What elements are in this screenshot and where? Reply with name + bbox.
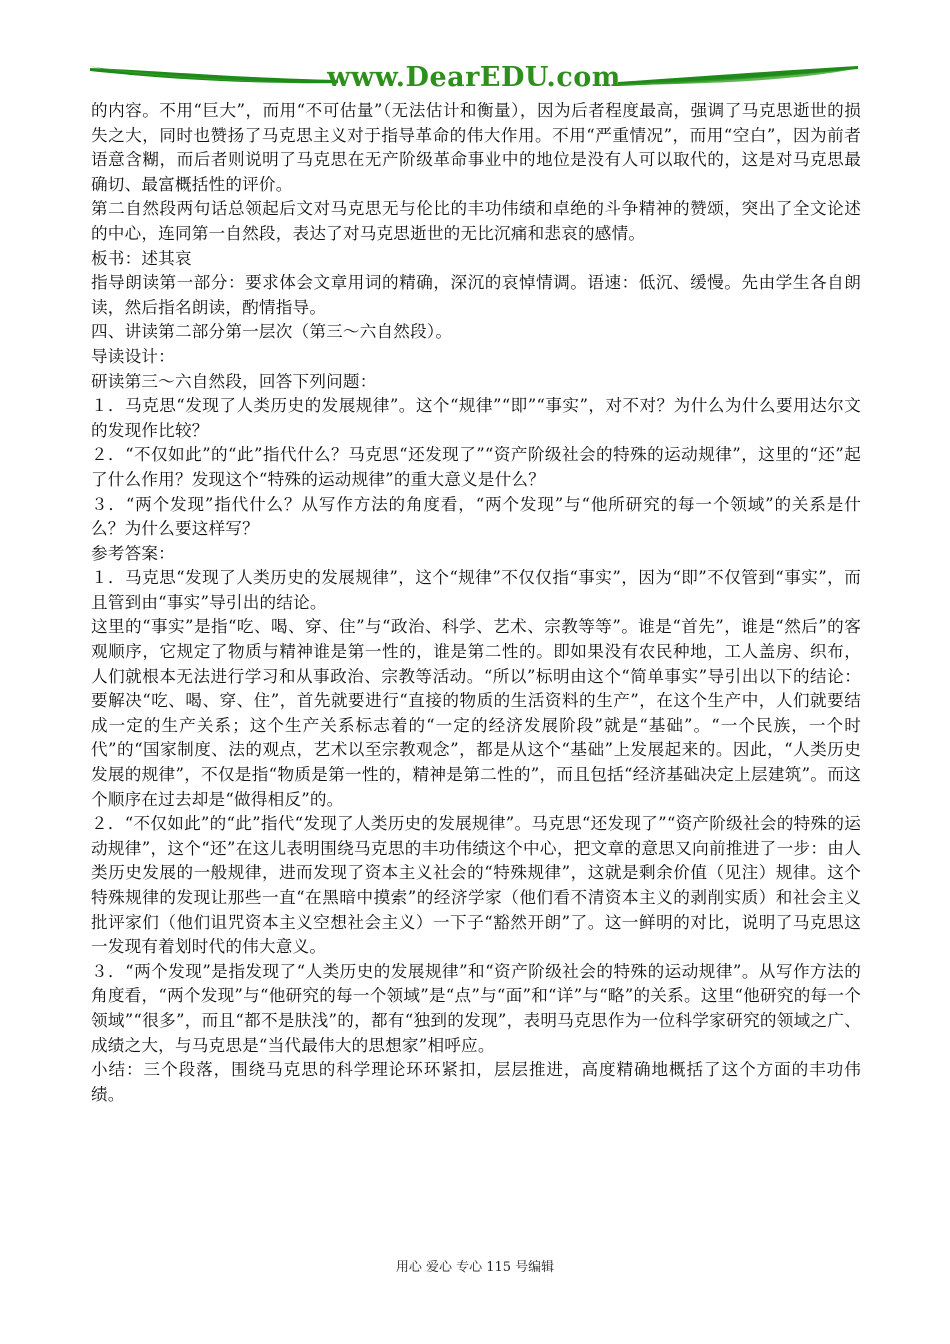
subheading: 导读设计： xyxy=(91,346,175,366)
question-item: ２．“不仅如此”的“此”指代什么？马克思“还发现了”“资产阶级社会的特殊的运动规律”，这里的“还”起了什么作用？发现这个“特殊的运动规律”的重大意义是什么？ xyxy=(91,445,861,489)
paragraph: 指导朗读第一部分：要求体会文章用词的精确，深沉的哀悼情调。语速：低沉、缓慢。先由学生各自朗读，然后指名朗读，酌情指导。 xyxy=(91,273,861,317)
answer-item: ３．“两个发现”是指发现了“人类历史的发展规律”和“资产阶级社会的特殊的运动规律”。从写作方法的角度看，“两个发现”与“他研究的每一个领域”是“点”与“面”和“详”与“略”的关系。这里“他研究的每一个领域”“很多”，而且“都不是肤浅”的，都有“独到的发现”，表明马克思作为一位科学家研究的领域之广、成绩之大，与马克思是“当代最伟大的思想家”相呼应。 xyxy=(91,961,861,1055)
section-heading: 四、讲读第二部分第一层次（第三～六自然段）。 xyxy=(91,322,453,342)
paragraph: 第二自然段两句话总领起后文对马克思无与伦比的丰功伟绩和卓绝的斗争精神的赞颂，突出了全文论述的中心，连同第一自然段，表达了对马克思逝世的无比沉痛和悲哀的感情。 xyxy=(91,199,861,243)
paragraph: 研读第三～六自然段，回答下列问题： xyxy=(91,371,377,391)
page-footer: 用心 爱心 专心 115 号编辑 xyxy=(395,1260,555,1275)
question-item: ３．“两个发现”指代什么？从写作方法的角度看，“两个发现”与“他所研究的每一个领域”的关系是什么？为什么要这样写？ xyxy=(91,494,861,539)
subheading: 参考答案： xyxy=(91,543,175,563)
site-logo-text: www.DearEDU.com xyxy=(327,62,621,93)
paragraph: 这里的“事实”是指“吃、喝、穿、住”与“政治、科学、艺术、宗教等等”。谁是“首先”，谁是“然后”的客观顺序，它规定了物质与精神谁是第一性的，谁是第二性的。即如果没有农民种地，工人盖房、织布，人们就根本无法进行学习和从事政治、宗教等活动。“所以”标明由这个“简单事实”导引出以下的结论：要解决“吃、喝、穿、住”，首先就要进行“直接的物质的生活资料的生产”，在这个生产中，人们就要结成一定的生产关系；这个生产关系标志着的“一定的经济发展阶段”就是“基础”。“一个民族，一个时代”的“国家制度、法的观点，艺术以至宗教观念”，都是从这个“基础”上发展起来的。因此，“人类历史发展的规律”，不仅是指“物质是第一性的，精神是第二性的”，而且包括“经济基础决定上层建筑”。而这个顺序在过去却是“做得相反”的。 xyxy=(91,617,861,809)
question-item: １．马克思“发现了人类历史的发展规律”。这个“规律”“即”“事实”，对不对？为什么为什么要用达尔文的发现作比较？ xyxy=(91,396,861,440)
answer-item: ２．“不仅如此”的“此”指代“发现了人类历史的发展规律”。马克思“还发现了”“资产阶级社会的特殊的运动规律”，这个“还”在这儿表明围绕马克思的丰功伟绩这个中心，把文章的意思又向前推进了一步：由人类历史发展的一般规律，进而发现了资本主义社会的“特殊规律”，这就是剩余价值（见注）规律。这个特殊规律的发现让那些一直“在黑暗中摸索”的经济学家（他们看不清资本主义的剥削实质）和社会主义批评家们（他们诅咒资本主义空想社会主义）一下子“豁然开朗”了。这一鲜明的对比，说明了马克思这一发现有着划时代的伟大意义。 xyxy=(91,814,861,957)
board-note: 板书：述其哀 xyxy=(91,248,192,268)
header-banner xyxy=(88,58,860,98)
document-body xyxy=(91,99,861,1107)
summary: 小结：三个段落，围绕马克思的科学理论环环紧扣，层层推进，高度精确地概括了这个方面的丰功伟绩。 xyxy=(91,1060,861,1104)
paragraph: 的内容。不用“巨大”，而用“不可估量”（无法估计和衡量），因为后者程度最高，强调了马克思逝世的损失之大，同时也赞扬了马克思主义对于指导革命的伟大作用。不用“严重情况”，而用“空白”，因为前者语意含糊，而后者则说明了马克思在无产阶级革命事业中的地位是没有人可以取代的，这是对马克思最确切、最富概括性的评价。 xyxy=(91,101,861,194)
answer-item: １．马克思“发现了人类历史的发展规律”，这个“规律”不仅仅指“事实”，因为“即”不仅管到“事实”，而且管到由“事实”导引出的结论。 xyxy=(91,568,861,612)
